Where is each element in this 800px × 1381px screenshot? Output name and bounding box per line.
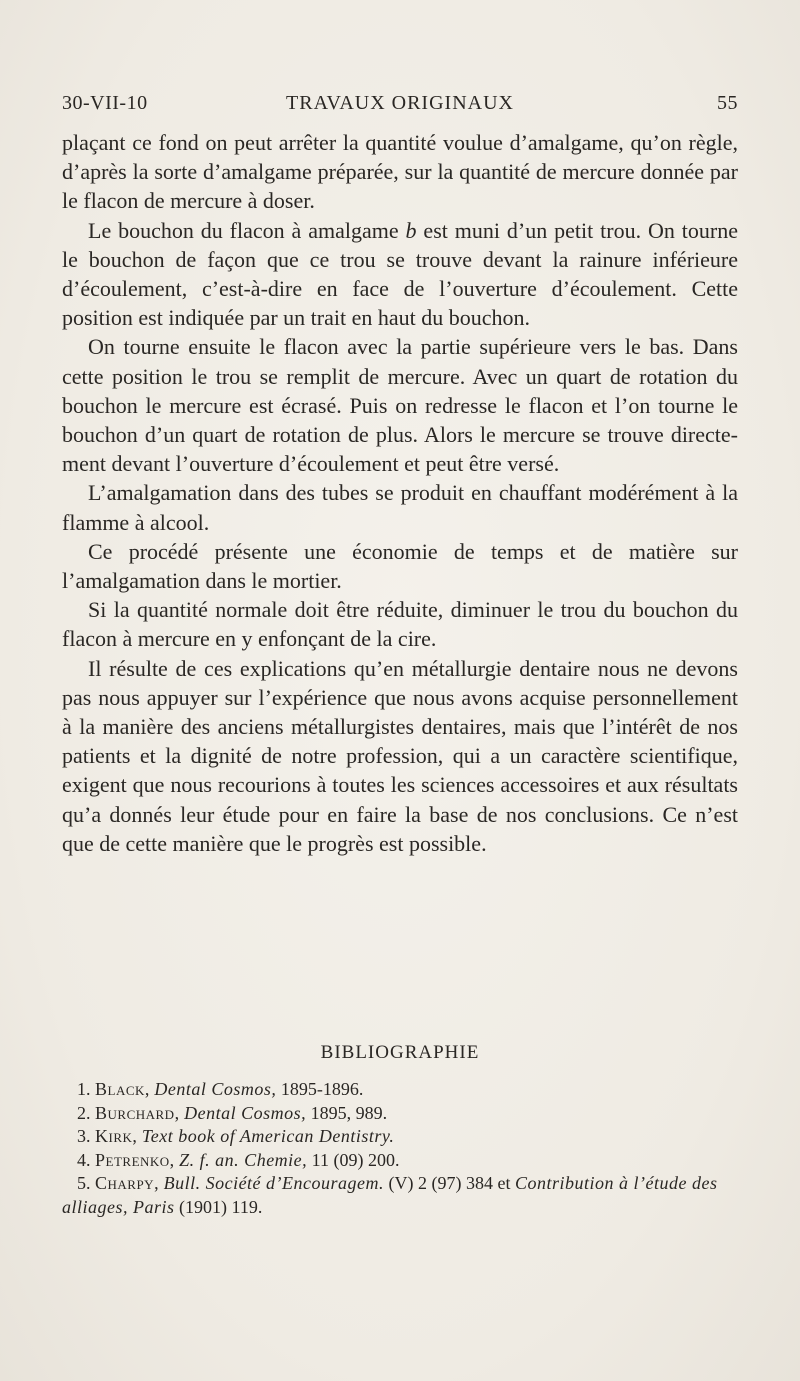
bibliography-entry <box>62 1078 738 1102</box>
paragraph: Il résulte de ces explications qu’en métallurgie dentaire nous ne devons pas nous appuyer sur l’expérience que nous avons acquise personnellement à la manière des anciens métallurgistes dentaires, mais que l’intérêt de nos patients et la dignité de notre profession, qui a un caractère scientifique, exigent que nous recourions à toutes les sciences accessoires et aux résultats qu’a donnés leur étude pour en faire la base de nos conclusions. Ce n’est que de cette manière que le progrès est possible. <box>62 655 738 856</box>
paragraph-text: est muni d’un petit trou. On tourne le bouchon de façon que ce trou se trouve devant la rainure inférieure d’écoulement, c’est-à-dire en face de l’ouverture d’écoulement. Cette position est indiquée par un trait en haut du bouchon. <box>62 217 738 331</box>
running-header <box>62 92 738 122</box>
entry-details: (1901) 119. <box>174 1196 263 1217</box>
entry-author: Black, <box>95 1079 150 1099</box>
body-text <box>62 128 738 858</box>
page-number: 55 <box>717 92 738 114</box>
paragraph: On tourne ensuite le flacon avec la partie supérieure vers le bas. Dans cette position le trou se remplit de mercure. Avec un quart de rotation du bouchon le mercure est écrasé. Puis on redresse le flacon et l’on tourne le bouchon d’un quart de rotation de plus. Alors le mercure se trouve directement devant l’ouverture d’écoulement et peut être versé. <box>62 334 738 477</box>
entry-number: 3. <box>77 1126 91 1147</box>
paragraph: Ce procédé présente une économie de temps et de matière sur l’amalgamation dans le mortier. <box>62 538 738 594</box>
entry-title: Z. f. an. Chemie, <box>179 1149 308 1170</box>
header-date: 30-VII-10 <box>62 92 148 114</box>
paragraph: L’amalgamation dans des tubes se produit en chauffant modérément à la flamme à alcool. <box>62 480 738 535</box>
entry-details: 1895-1896. <box>276 1079 364 1099</box>
entry-details: (V) 2 (97) 384 et <box>384 1173 515 1194</box>
paragraph: Si la quantité normale doit être réduite, diminuer le trou du bouchon du flacon à mercure en y enfonçant de la cire. <box>62 597 738 652</box>
entry-author: Petrenko, <box>95 1149 175 1170</box>
entry-title: Text book of American Dentistry. <box>141 1126 395 1147</box>
entry-author: Charpy, <box>95 1173 160 1194</box>
entry-number: 5. <box>77 1173 91 1194</box>
bibliography-entry <box>62 1102 738 1126</box>
paragraph <box>62 216 738 333</box>
entry-number: 4. <box>77 1149 91 1170</box>
paragraph: plaçant ce fond on peut arrêter la quantité voulue d’amalgame, qu’on règle, d’après la sorte d’amalgame préparée, sur la quantité de mercure donnée par le flacon de mercure à doser. <box>62 130 738 214</box>
entry-title: Dental Cosmos, <box>184 1102 307 1123</box>
entry-author: Burchard, <box>95 1102 180 1123</box>
entry-details: 1895, 989. <box>306 1102 388 1123</box>
entry-title: Dental Cosmos, <box>154 1079 277 1099</box>
entry-title: Bull. Société d’Encouragem. <box>163 1173 385 1194</box>
bibliography-entry <box>62 1149 738 1173</box>
header-title: TRAVAUX ORIGINAUX <box>286 92 514 114</box>
paragraph-text: Le bouchon du flacon à amalgame <box>88 217 406 243</box>
entry-number: 2. <box>77 1102 91 1123</box>
entry-number: 1. <box>77 1079 91 1099</box>
entry-title: Contribution à l’étude des alliages, Paris <box>62 1173 718 1217</box>
bibliography-entry <box>62 1125 738 1149</box>
bibliography-title: BIBLIOGRAPHIE <box>320 1042 480 1063</box>
bibliography-entry <box>62 1172 738 1219</box>
entry-author: Kirk, <box>95 1126 138 1147</box>
italic-letter: b <box>405 217 417 243</box>
entry-details: 11 (09) 200. <box>307 1149 400 1170</box>
bibliography-list <box>62 1078 738 1220</box>
